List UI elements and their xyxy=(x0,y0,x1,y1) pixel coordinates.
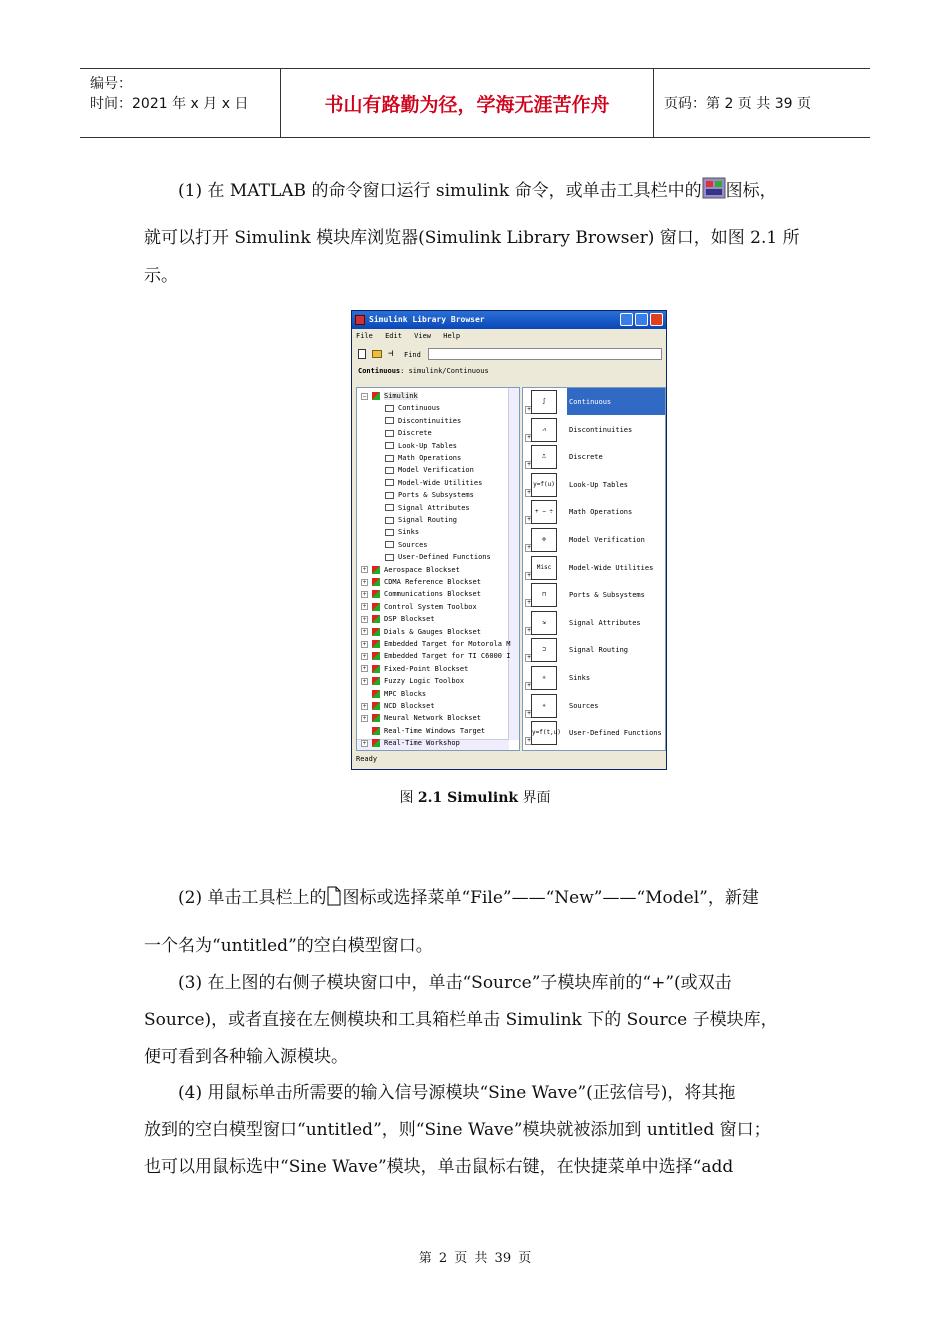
find-button[interactable]: Find xyxy=(404,351,421,359)
expand-icon[interactable]: + xyxy=(362,702,367,710)
sublibrary-icon xyxy=(385,541,394,548)
current-path xyxy=(358,367,489,375)
paragraph-4-line-3: 也可以用鼠标选中“Sine Wave”模块，单击鼠标右键，在快捷菜单中选择“add xyxy=(144,1157,734,1177)
menu-file[interactable]: File xyxy=(356,332,373,340)
block-library-icon[interactable]: + − ÷ xyxy=(531,500,557,524)
expand-icon[interactable]: + xyxy=(525,406,533,414)
sublibrary-icon xyxy=(385,492,394,499)
tree-item[interactable] xyxy=(385,440,457,452)
caption-prefix: 图 xyxy=(399,790,418,806)
number-label: 编号： xyxy=(90,76,132,92)
tree-item-label: Sources xyxy=(398,540,428,549)
tree-item[interactable] xyxy=(361,613,435,625)
tree-item-label: DSP Blockset xyxy=(384,615,435,624)
tree-item-label: Discrete xyxy=(398,429,432,438)
tree-item[interactable] xyxy=(361,564,460,576)
block-library-label[interactable]: User-Defined Functions xyxy=(569,729,662,738)
paragraph-3-line-2: Source)，或者直接在左侧模块和工具箱栏单击 Simulink 下的 Source 子模块库， xyxy=(144,1010,778,1030)
simulink-library-browser-screenshot xyxy=(351,310,667,770)
paragraph-4-line-2: 放到的空白模型窗口“untitled”，则“Sine Wave”模块就被添加到 untitled 窗口； xyxy=(144,1120,771,1140)
block-library-label[interactable]: Continuous xyxy=(569,398,612,406)
tree-item[interactable] xyxy=(385,551,491,563)
tree-item-label: Fuzzy Logic Toolbox xyxy=(384,677,465,686)
paragraph-2-line-1 xyxy=(178,883,759,911)
menu-bar xyxy=(356,332,468,340)
library-icon xyxy=(372,392,380,400)
library-icon xyxy=(372,714,380,722)
tree-item[interactable] xyxy=(385,514,457,526)
tree-item-label: Math Operations xyxy=(398,454,462,462)
paragraph-1-line-1 xyxy=(178,176,777,204)
block-library-label[interactable]: Discontinuities xyxy=(569,425,633,434)
expand-icon[interactable]: + xyxy=(525,544,533,552)
tree-item[interactable] xyxy=(385,427,432,439)
library-tree xyxy=(356,387,520,751)
tree-item[interactable] xyxy=(361,588,481,600)
tree-item[interactable] xyxy=(385,526,419,538)
library-icon xyxy=(372,590,380,598)
expand-icon[interactable]: + xyxy=(525,710,533,718)
tree-item-label: Real-Time Workshop xyxy=(384,739,460,748)
tree-item[interactable] xyxy=(385,489,474,501)
tree-item[interactable] xyxy=(361,626,481,638)
p1-text-b: 图标， xyxy=(725,181,777,201)
tree-item[interactable] xyxy=(385,452,461,464)
block-library-label[interactable]: Signal Routing xyxy=(569,646,629,655)
library-icon xyxy=(372,640,380,648)
library-icon xyxy=(372,727,380,735)
library-icon xyxy=(372,690,380,698)
block-library-label[interactable]: Signal Attributes xyxy=(569,618,641,627)
find-input[interactable] xyxy=(428,348,662,360)
library-icon xyxy=(372,739,380,747)
tree-item-label: Look-Up Tables xyxy=(398,441,458,450)
tree-item-label: Neural Network Blockset xyxy=(384,714,481,723)
expand-icon[interactable]: + xyxy=(525,434,533,442)
close-icon[interactable] xyxy=(650,313,663,326)
block-library-icon[interactable]: y=f(t,u) xyxy=(531,721,557,745)
tree-item[interactable] xyxy=(361,638,510,650)
block-library-icon[interactable]: ⩘ xyxy=(531,418,557,442)
block-library-label[interactable]: Math Operations xyxy=(569,508,633,517)
expand-icon[interactable]: + xyxy=(362,677,367,685)
expand-icon[interactable]: + xyxy=(525,489,533,497)
expand-icon[interactable]: + xyxy=(525,572,533,580)
path-rest: : simulink/Continuous xyxy=(400,367,489,375)
tree-item-label: Sinks xyxy=(398,528,420,537)
paragraph-1-line-3: 示。 xyxy=(144,266,178,286)
tree-item-label: MPC Blocks xyxy=(384,689,427,698)
tree-item-label: Model-Wide Utilities xyxy=(398,478,483,487)
menu-edit[interactable]: Edit xyxy=(385,332,402,340)
tree-item[interactable] xyxy=(361,712,481,724)
sublibrary-icon xyxy=(385,504,394,511)
library-icon xyxy=(372,628,380,636)
expand-icon[interactable]: + xyxy=(525,461,533,469)
tree-item-label: Signal Attributes xyxy=(398,503,470,512)
library-icon xyxy=(372,578,380,586)
path-name: Continuous xyxy=(358,367,401,375)
tree-item[interactable] xyxy=(385,415,461,427)
tree-item-label: Model Verification xyxy=(398,466,474,475)
tree-item[interactable] xyxy=(361,675,464,687)
expand-icon[interactable]: + xyxy=(362,590,367,598)
tree-item-label: Control System Toolbox xyxy=(384,602,477,611)
sublibrary-icon xyxy=(385,479,394,486)
maximize-icon[interactable] xyxy=(635,313,648,326)
caption-bold: 2.1 Simulink xyxy=(417,790,519,806)
expand-icon[interactable]: + xyxy=(362,714,367,722)
sublibrary-icon xyxy=(385,554,394,561)
tree-item[interactable] xyxy=(361,688,426,700)
expand-icon[interactable]: + xyxy=(362,640,367,648)
tree-item[interactable] xyxy=(385,539,428,551)
tree-item[interactable] xyxy=(361,663,468,675)
block-library-label[interactable]: Model Verification xyxy=(569,536,645,544)
block-library-label[interactable]: Sinks xyxy=(569,674,591,682)
expand-icon[interactable]: + xyxy=(362,603,367,611)
tree-item-label: Communications Blockset xyxy=(384,590,481,599)
block-library-label[interactable]: Look-Up Tables xyxy=(569,480,629,489)
block-library-icon[interactable]: ⇲ xyxy=(531,611,557,635)
library-icon xyxy=(372,665,380,673)
tree-item[interactable] xyxy=(385,464,474,476)
paragraph-4-line-1: (4) 用鼠标单击所需要的输入信号源模块“Sine Wave”(正弦信号)，将其拖 xyxy=(178,1083,736,1103)
open-folder-icon[interactable] xyxy=(372,350,382,358)
tree-item-label: Embedded Target for TI C6000 I xyxy=(384,652,511,661)
library-icon xyxy=(372,652,380,660)
page-footer: 第 2 页 共 39 页 xyxy=(418,1251,532,1266)
date-label: 时间：2021 年 x 月 x 日 xyxy=(90,96,249,112)
app-icon xyxy=(355,315,365,325)
menu-help[interactable]: Help xyxy=(443,332,461,340)
p1-text-a: (1) 在 MATLAB 的命令窗口运行 simulink 命令，或单击工具栏中的 xyxy=(178,181,702,201)
block-library-icon[interactable]: ⊐ xyxy=(531,638,557,662)
block-library-icon[interactable]: ✳ xyxy=(531,694,557,718)
block-library-icon[interactable]: ⊓ xyxy=(531,583,557,607)
tree-item[interactable] xyxy=(385,502,470,514)
library-icon xyxy=(372,615,380,623)
expand-icon[interactable]: + xyxy=(362,566,367,574)
sublibrary-icon xyxy=(385,467,394,474)
block-library-label[interactable]: Discrete xyxy=(569,453,603,462)
sublibrary-icon xyxy=(385,517,394,524)
block-library-icon[interactable]: ⊗ xyxy=(531,528,557,552)
block-library-icon[interactable]: ✳ xyxy=(531,666,557,690)
p2-text-a: (2) 单击工具栏上的 xyxy=(178,888,327,908)
tree-item[interactable] xyxy=(385,402,440,414)
expand-icon[interactable]: + xyxy=(362,665,367,673)
window-titlebar xyxy=(352,311,666,329)
tree-item-label: User-Defined Functions xyxy=(398,553,491,562)
block-library-label[interactable]: Ports & Subsystems xyxy=(569,591,645,600)
expand-icon[interactable]: + xyxy=(362,739,367,747)
tree-item[interactable] xyxy=(361,650,510,662)
tree-item-label: Aerospace Blockset xyxy=(384,565,460,574)
library-icon xyxy=(372,566,380,574)
tree-item[interactable] xyxy=(361,576,481,588)
toolbar xyxy=(356,348,662,362)
tree-item[interactable] xyxy=(361,700,435,712)
tree-item[interactable] xyxy=(361,390,418,402)
block-library-icon[interactable]: y=f(u) xyxy=(531,473,557,497)
paragraph-3-line-3: 便可看到各种输入源模块。 xyxy=(144,1047,348,1067)
tree-item-label: Dials & Gauges Blockset xyxy=(384,627,481,636)
status-bar: Ready xyxy=(356,755,378,763)
library-icon xyxy=(372,603,380,611)
tree-item[interactable] xyxy=(361,601,477,613)
header-page-info: 页码：第 2 页 共 39 页 xyxy=(664,96,811,112)
expand-icon[interactable]: + xyxy=(525,599,533,607)
page-header xyxy=(80,68,870,138)
tree-item-label: Real-Time Windows Target xyxy=(384,726,486,735)
expand-icon[interactable]: + xyxy=(525,516,533,524)
tree-item-label: Continuous xyxy=(398,404,441,413)
expand-icon[interactable]: + xyxy=(362,628,367,636)
library-icon xyxy=(372,677,380,685)
expand-icon[interactable]: + xyxy=(525,682,533,690)
expand-icon[interactable]: + xyxy=(362,578,367,586)
block-library-icon[interactable]: Misc xyxy=(531,556,557,580)
expand-icon[interactable]: + xyxy=(525,627,533,635)
expand-icon[interactable]: + xyxy=(525,654,533,662)
tree-item-label: Signal Routing xyxy=(398,516,458,524)
figure-caption xyxy=(0,787,950,807)
caption-suffix: 界面 xyxy=(518,790,551,806)
block-library-label[interactable]: Sources xyxy=(569,701,599,710)
tree-item-label: Discontinuities xyxy=(398,416,462,425)
tree-vertical-scrollbar[interactable] xyxy=(508,388,519,740)
sublibrary-icon xyxy=(385,430,394,437)
sublibrary-icon xyxy=(385,529,394,536)
header-motto: 书山有路勤为径，学海无涯苦作舟 xyxy=(281,69,654,137)
library-icon xyxy=(372,702,380,710)
sublibrary-icon xyxy=(385,405,394,412)
block-library-icon[interactable]: ⎍ xyxy=(531,445,557,469)
tree-item-label: Fixed-Point Blockset xyxy=(384,664,469,673)
block-library-label[interactable]: Model-Wide Utilities xyxy=(569,563,654,572)
tree-item[interactable] xyxy=(361,737,460,749)
paragraph-1-line-2: 就可以打开 Simulink 模块库浏览器(Simulink Library Browser) 窗口，如图 2.1 所 xyxy=(144,228,800,248)
block-list-panel xyxy=(522,387,666,751)
minimize-icon[interactable] xyxy=(620,313,633,326)
tree-item[interactable] xyxy=(361,725,485,737)
block-library-icon[interactable]: ∫ xyxy=(531,390,557,414)
sublibrary-icon xyxy=(385,442,394,449)
tree-item-label: Embedded Target for Motorola M xyxy=(384,640,511,648)
paragraph-2-line-2: 一个名为“untitled”的空白模型窗口。 xyxy=(144,936,433,956)
expand-icon[interactable]: + xyxy=(362,652,367,660)
menu-view[interactable]: View xyxy=(414,332,432,340)
new-model-icon xyxy=(326,886,342,911)
collapse-icon[interactable]: − xyxy=(362,392,367,400)
expand-icon[interactable]: + xyxy=(362,615,367,623)
tree-item[interactable] xyxy=(385,477,482,489)
tree-item-label: Ports & Subsystems xyxy=(398,491,474,500)
tree-item-label: CDMA Reference Blockset xyxy=(384,578,481,586)
p2-text-b: 图标或选择菜单“File”——“New”——“Model”，新建 xyxy=(342,888,759,908)
new-model-icon[interactable] xyxy=(358,349,366,359)
window-title: Simulink Library Browser xyxy=(369,315,485,324)
header-meta-cell xyxy=(80,69,281,137)
expand-icon[interactable]: + xyxy=(525,737,533,745)
tree-item-label: NCD Blockset xyxy=(384,702,435,710)
sublibrary-icon xyxy=(385,417,394,424)
sublibrary-icon xyxy=(385,455,394,462)
pin-icon[interactable]: ⊣ xyxy=(388,349,394,359)
paragraph-3-line-1: (3) 在上图的右侧子模块窗口中，单击“Source”子模块库前的“+”(或双击 xyxy=(178,973,732,993)
simulink-library-icon xyxy=(702,177,726,204)
tree-item-label: Simulink xyxy=(384,392,418,400)
